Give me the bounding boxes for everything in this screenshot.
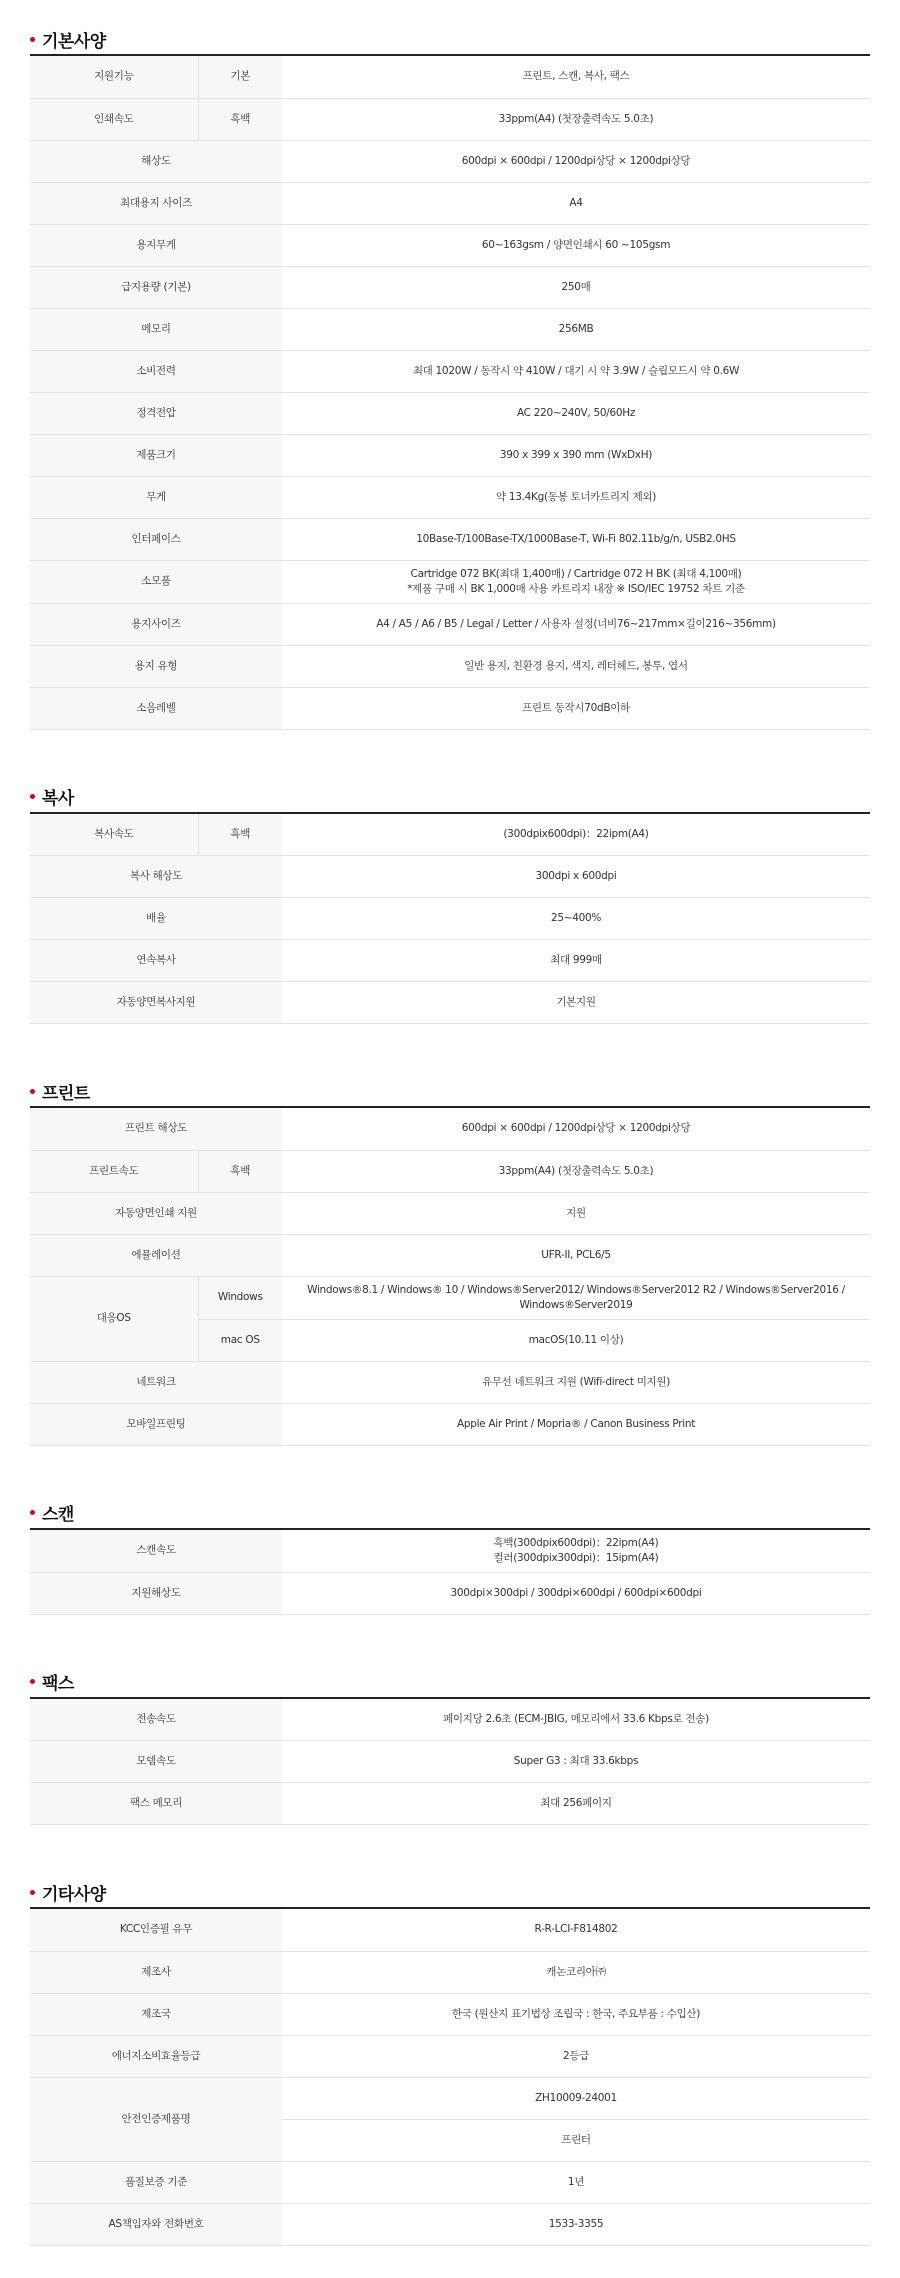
spec-section [30, 1498, 870, 1615]
spec-label: 인쇄속도 [30, 98, 198, 140]
spec-value-line: 프린트 동작시70dB이하 [522, 701, 630, 714]
bullet-dot-icon [30, 1510, 35, 1515]
spec-row [30, 224, 870, 266]
spec-row [30, 814, 870, 856]
spec-value [282, 2119, 870, 2161]
spec-value [282, 814, 870, 856]
spec-label: 소비전력 [30, 350, 282, 392]
bullet-dot-icon [30, 1890, 35, 1895]
spec-table [30, 56, 870, 730]
section-title-text: 기본사양 [42, 31, 106, 52]
spec-value-line: (300dpix600dpi)：22ipm(A4) [503, 827, 649, 840]
spec-label: 프린트속도 [30, 1150, 198, 1192]
spec-sublabel: 흑백 [198, 814, 282, 856]
spec-value-line: 최대 999매 [550, 954, 602, 966]
spec-value-line: 캐논코리아㈜ [546, 1965, 606, 1978]
spec-label: 모바일프린팅 [30, 1403, 282, 1445]
spec-section [30, 1877, 870, 2246]
spec-value [282, 2161, 870, 2203]
section-title [30, 1667, 870, 1699]
spec-row [30, 1993, 870, 2035]
spec-value-line: R-R-LCI-F814802 [534, 1923, 618, 1936]
spec-label: 프린트 해상도 [30, 1108, 282, 1150]
spec-label: 연속복사 [30, 940, 282, 982]
spec-row [30, 1909, 870, 1951]
spec-label: 모뎀속도 [30, 1741, 282, 1783]
spec-value-line: 256MB [558, 322, 594, 335]
spec-value [282, 140, 870, 182]
spec-value [282, 1951, 870, 1993]
spec-value [282, 982, 870, 1024]
spec-section [30, 24, 870, 730]
spec-row [30, 1361, 870, 1403]
spec-value-line: 일반 용지, 친환경 용지, 색지, 레터헤드, 봉투, 엽서 [464, 659, 688, 672]
spec-row [30, 940, 870, 982]
spec-value [282, 98, 870, 140]
spec-label: 소모품 [30, 560, 282, 603]
spec-value-line: 60~163gsm / 양면인쇄시 60 ~105gsm [481, 238, 671, 251]
spec-value [282, 392, 870, 434]
spec-label: 지원기능 [30, 56, 198, 98]
spec-row [30, 350, 870, 392]
spec-value [282, 1108, 870, 1150]
spec-value [282, 560, 870, 603]
section-title-text: 스캔 [42, 1505, 74, 1525]
spec-value-line: Super G3 : 최대 33.6kbps [513, 1755, 639, 1767]
spec-row [30, 1192, 870, 1234]
spec-label: 인터페이스 [30, 518, 282, 560]
spec-value [282, 1150, 870, 1192]
bullet-dot-icon [30, 1089, 35, 1094]
section-title [30, 782, 870, 814]
spec-value-line: 1년 [567, 2175, 585, 2188]
spec-value-line: 10Base-T/100Base-TX/1000Base-T, Wi-Fi 802.11b/g/n, USB2.0HS [416, 532, 736, 545]
spec-sublabel: Windows [198, 1276, 282, 1319]
spec-value-line: 최대 1020W / 동작시 약 410W / 대기 시 약 3.9W / 슬립모드시 약 0.6W [412, 364, 740, 377]
spec-value [282, 56, 870, 98]
spec-row [30, 1150, 870, 1192]
section-title [30, 1877, 870, 1909]
spec-row [30, 1783, 870, 1825]
spec-value-line: 한국 (원산지 표기법상 조립국 : 한국, 주요부품 : 수입산) [451, 2007, 701, 2020]
spec-label: 에너지소비효율등급 [30, 2035, 282, 2077]
spec-label: 용지무게 [30, 224, 282, 266]
spec-row [30, 140, 870, 182]
spec-value [282, 856, 870, 898]
spec-row [30, 434, 870, 476]
spec-row [30, 1951, 870, 1993]
spec-row [30, 392, 870, 434]
spec-row [30, 1572, 870, 1614]
bullet-dot-icon [30, 794, 35, 799]
spec-label: 대응OS [30, 1276, 198, 1361]
spec-row [30, 603, 870, 645]
spec-value [282, 266, 870, 308]
spec-value-line: 250매 [561, 280, 591, 293]
spec-value [282, 1741, 870, 1783]
spec-value [282, 518, 870, 560]
spec-section [30, 1667, 870, 1826]
spec-label: 소음레벨 [30, 687, 282, 729]
spec-value-line: 최대 256페이지 [540, 1797, 612, 1809]
spec-table [30, 1108, 870, 1446]
spec-value [282, 1909, 870, 1951]
spec-value [282, 1319, 870, 1361]
spec-row [30, 266, 870, 308]
spec-table [30, 1530, 870, 1615]
spec-value [282, 940, 870, 982]
spec-row [30, 1403, 870, 1445]
spec-value [282, 350, 870, 392]
spec-value-line: Cartridge 072 BK(최대 1,400매) / Cartridge 072 H BK (최대 4,100매) [410, 567, 742, 580]
spec-value-line: A4 [569, 196, 583, 209]
spec-value [282, 1993, 870, 2035]
spec-page [30, 0, 870, 2246]
spec-value-line: UFR-II, PCL6/5 [541, 1248, 611, 1261]
spec-value [282, 182, 870, 224]
spec-value [282, 224, 870, 266]
spec-label: 제조사 [30, 1951, 282, 1993]
spec-value [282, 603, 870, 645]
section-title [30, 1498, 870, 1530]
spec-value [282, 2035, 870, 2077]
spec-value-line: 300dpi×300dpi / 300dpi×600dpi / 600dpi×600dpi [450, 1586, 702, 1599]
spec-value-line: macOS(10.11 이상) [528, 1333, 624, 1346]
spec-row [30, 1276, 870, 1319]
spec-value [282, 1403, 870, 1445]
spec-row [30, 2035, 870, 2077]
spec-value [282, 687, 870, 729]
spec-label: 복사 해상도 [30, 856, 282, 898]
spec-label: 제조국 [30, 1993, 282, 2035]
spec-value-line: 프린트, 스캔, 복사, 팩스 [522, 70, 630, 83]
spec-row [30, 2077, 870, 2119]
spec-row [30, 182, 870, 224]
spec-value-line: 33ppm(A4) (첫장출력속도 5.0초) [498, 1164, 654, 1177]
spec-section [30, 1076, 870, 1446]
section-title [30, 24, 870, 56]
spec-table [30, 814, 870, 1025]
spec-value-line: 약 13.4Kg(동봉 토너카트리지 제외) [495, 490, 657, 503]
spec-value-line: 25~400% [550, 912, 602, 924]
spec-value [282, 645, 870, 687]
spec-sublabel: 흑백 [198, 98, 282, 140]
bullet-dot-icon [30, 1679, 35, 1684]
spec-value-line: 흑백(300dpix600dpi)：22ipm(A4) [493, 1536, 659, 1549]
spec-label: 무게 [30, 476, 282, 518]
spec-label: 제품크기 [30, 434, 282, 476]
spec-value-line: A4 / A5 / A6 / B5 / Legal / Letter / 사용자 설정(너비76~217mm×길이216~356mm) [376, 617, 776, 630]
spec-row [30, 308, 870, 350]
spec-label: 최대용지 사이즈 [30, 182, 282, 224]
spec-value-line: 기본지원 [556, 996, 596, 1008]
spec-label: 자동양면인쇄 지원 [30, 1192, 282, 1234]
spec-value-line: 2등급 [562, 2049, 590, 2062]
spec-value [282, 898, 870, 940]
spec-table [30, 1909, 870, 2246]
bullet-dot-icon [30, 37, 35, 42]
spec-sublabel: 기본 [198, 56, 282, 98]
spec-label: 네트워크 [30, 1361, 282, 1403]
spec-row [30, 1234, 870, 1276]
spec-value [282, 1361, 870, 1403]
spec-value [282, 476, 870, 518]
spec-value-line: Windows®8.1 / Windows® 10 / Windows®Server2012/ Windows®Server2012 R2 / Windows®Server2016 / Windows®Server2019 [307, 1283, 845, 1311]
spec-value-line: 지원 [566, 1206, 586, 1219]
spec-label: 지원해상도 [30, 1572, 282, 1614]
spec-value [282, 1234, 870, 1276]
spec-label: 배율 [30, 898, 282, 940]
spec-row [30, 518, 870, 560]
spec-row [30, 476, 870, 518]
spec-label: 스캔속도 [30, 1530, 282, 1573]
spec-label: 용지사이즈 [30, 603, 282, 645]
spec-label: 에뮬레이션 [30, 1234, 282, 1276]
spec-value [282, 1192, 870, 1234]
spec-label: 메모리 [30, 308, 282, 350]
spec-value [282, 2203, 870, 2245]
spec-sublabel: 흑백 [198, 1150, 282, 1192]
spec-value-line: 300dpi x 600dpi [535, 870, 617, 882]
spec-row [30, 982, 870, 1024]
spec-label: 품질보증 기준 [30, 2161, 282, 2203]
spec-label: 용지 유형 [30, 645, 282, 687]
spec-value-line: 600dpi × 600dpi / 1200dpi상당 × 1200dpi상당 [461, 1122, 691, 1135]
spec-value [282, 308, 870, 350]
spec-value [282, 1783, 870, 1825]
spec-row [30, 56, 870, 98]
section-title-text: 프린트 [42, 1083, 90, 1104]
section-title-text: 복사 [42, 789, 74, 809]
section-title-text: 기타사양 [42, 1884, 106, 1905]
spec-label: 복사속도 [30, 814, 198, 856]
spec-value-line: 33ppm(A4) (첫장출력속도 5.0초) [498, 112, 654, 125]
spec-label: AS책임자와 전화번호 [30, 2203, 282, 2245]
spec-value [282, 2077, 870, 2119]
spec-value [282, 1530, 870, 1573]
spec-row [30, 645, 870, 687]
spec-section [30, 782, 870, 1025]
spec-value-line: *제품 구매 시 BK 1,000매 사용 카트리지 내장 ※ ISO/IEC 19752 차트 기준 [407, 582, 745, 595]
spec-label: 급지용량 (기본) [30, 266, 282, 308]
spec-label: 전송속도 [30, 1699, 282, 1741]
spec-row [30, 856, 870, 898]
spec-row [30, 1741, 870, 1783]
spec-value-line: 600dpi × 600dpi / 1200dpi상당 × 1200dpi상당 [461, 154, 691, 167]
spec-value-line: 컬러(300dpix300dpi)：15ipm(A4) [493, 1551, 659, 1564]
spec-row [30, 2203, 870, 2245]
spec-value-line: 1533-3355 [548, 2217, 604, 2230]
spec-row [30, 1530, 870, 1573]
spec-row [30, 560, 870, 603]
spec-value [282, 434, 870, 476]
spec-row [30, 898, 870, 940]
spec-sublabel: mac OS [198, 1319, 282, 1361]
spec-label: 팩스 메모리 [30, 1783, 282, 1825]
spec-value [282, 1572, 870, 1614]
spec-row [30, 1108, 870, 1150]
spec-value-line: 390 x 399 x 390 mm (WxDxH) [499, 448, 653, 461]
spec-value-line: 프린터 [561, 2133, 591, 2146]
spec-row [30, 1699, 870, 1741]
spec-label: KCC인증필 유무 [30, 1909, 282, 1951]
spec-row [30, 687, 870, 729]
spec-value-line: AC 220~240V, 50/60Hz [516, 406, 636, 419]
spec-value [282, 1699, 870, 1741]
spec-row [30, 2161, 870, 2203]
spec-table [30, 1699, 870, 1826]
spec-value-line: 페이지당 2.6초 (ECM-JBIG, 메모리에서 33.6 Kbps로 전송) [443, 1712, 709, 1725]
section-title-text: 팩스 [42, 1674, 74, 1694]
spec-value-line: 유무선 네트워크 지원 (Wifi-direct 미지원) [481, 1375, 671, 1388]
spec-label: 자동양면복사지원 [30, 982, 282, 1024]
spec-row [30, 98, 870, 140]
spec-value [282, 1276, 870, 1319]
spec-value-line: ZH10009-24001 [535, 2091, 617, 2104]
spec-value-line: Apple Air Print / Mopria® / Canon Business Print [456, 1417, 696, 1430]
section-title [30, 1076, 870, 1108]
spec-label: 해상도 [30, 140, 282, 182]
spec-label: 안전인증제품명 [30, 2077, 282, 2161]
spec-label: 정격전압 [30, 392, 282, 434]
